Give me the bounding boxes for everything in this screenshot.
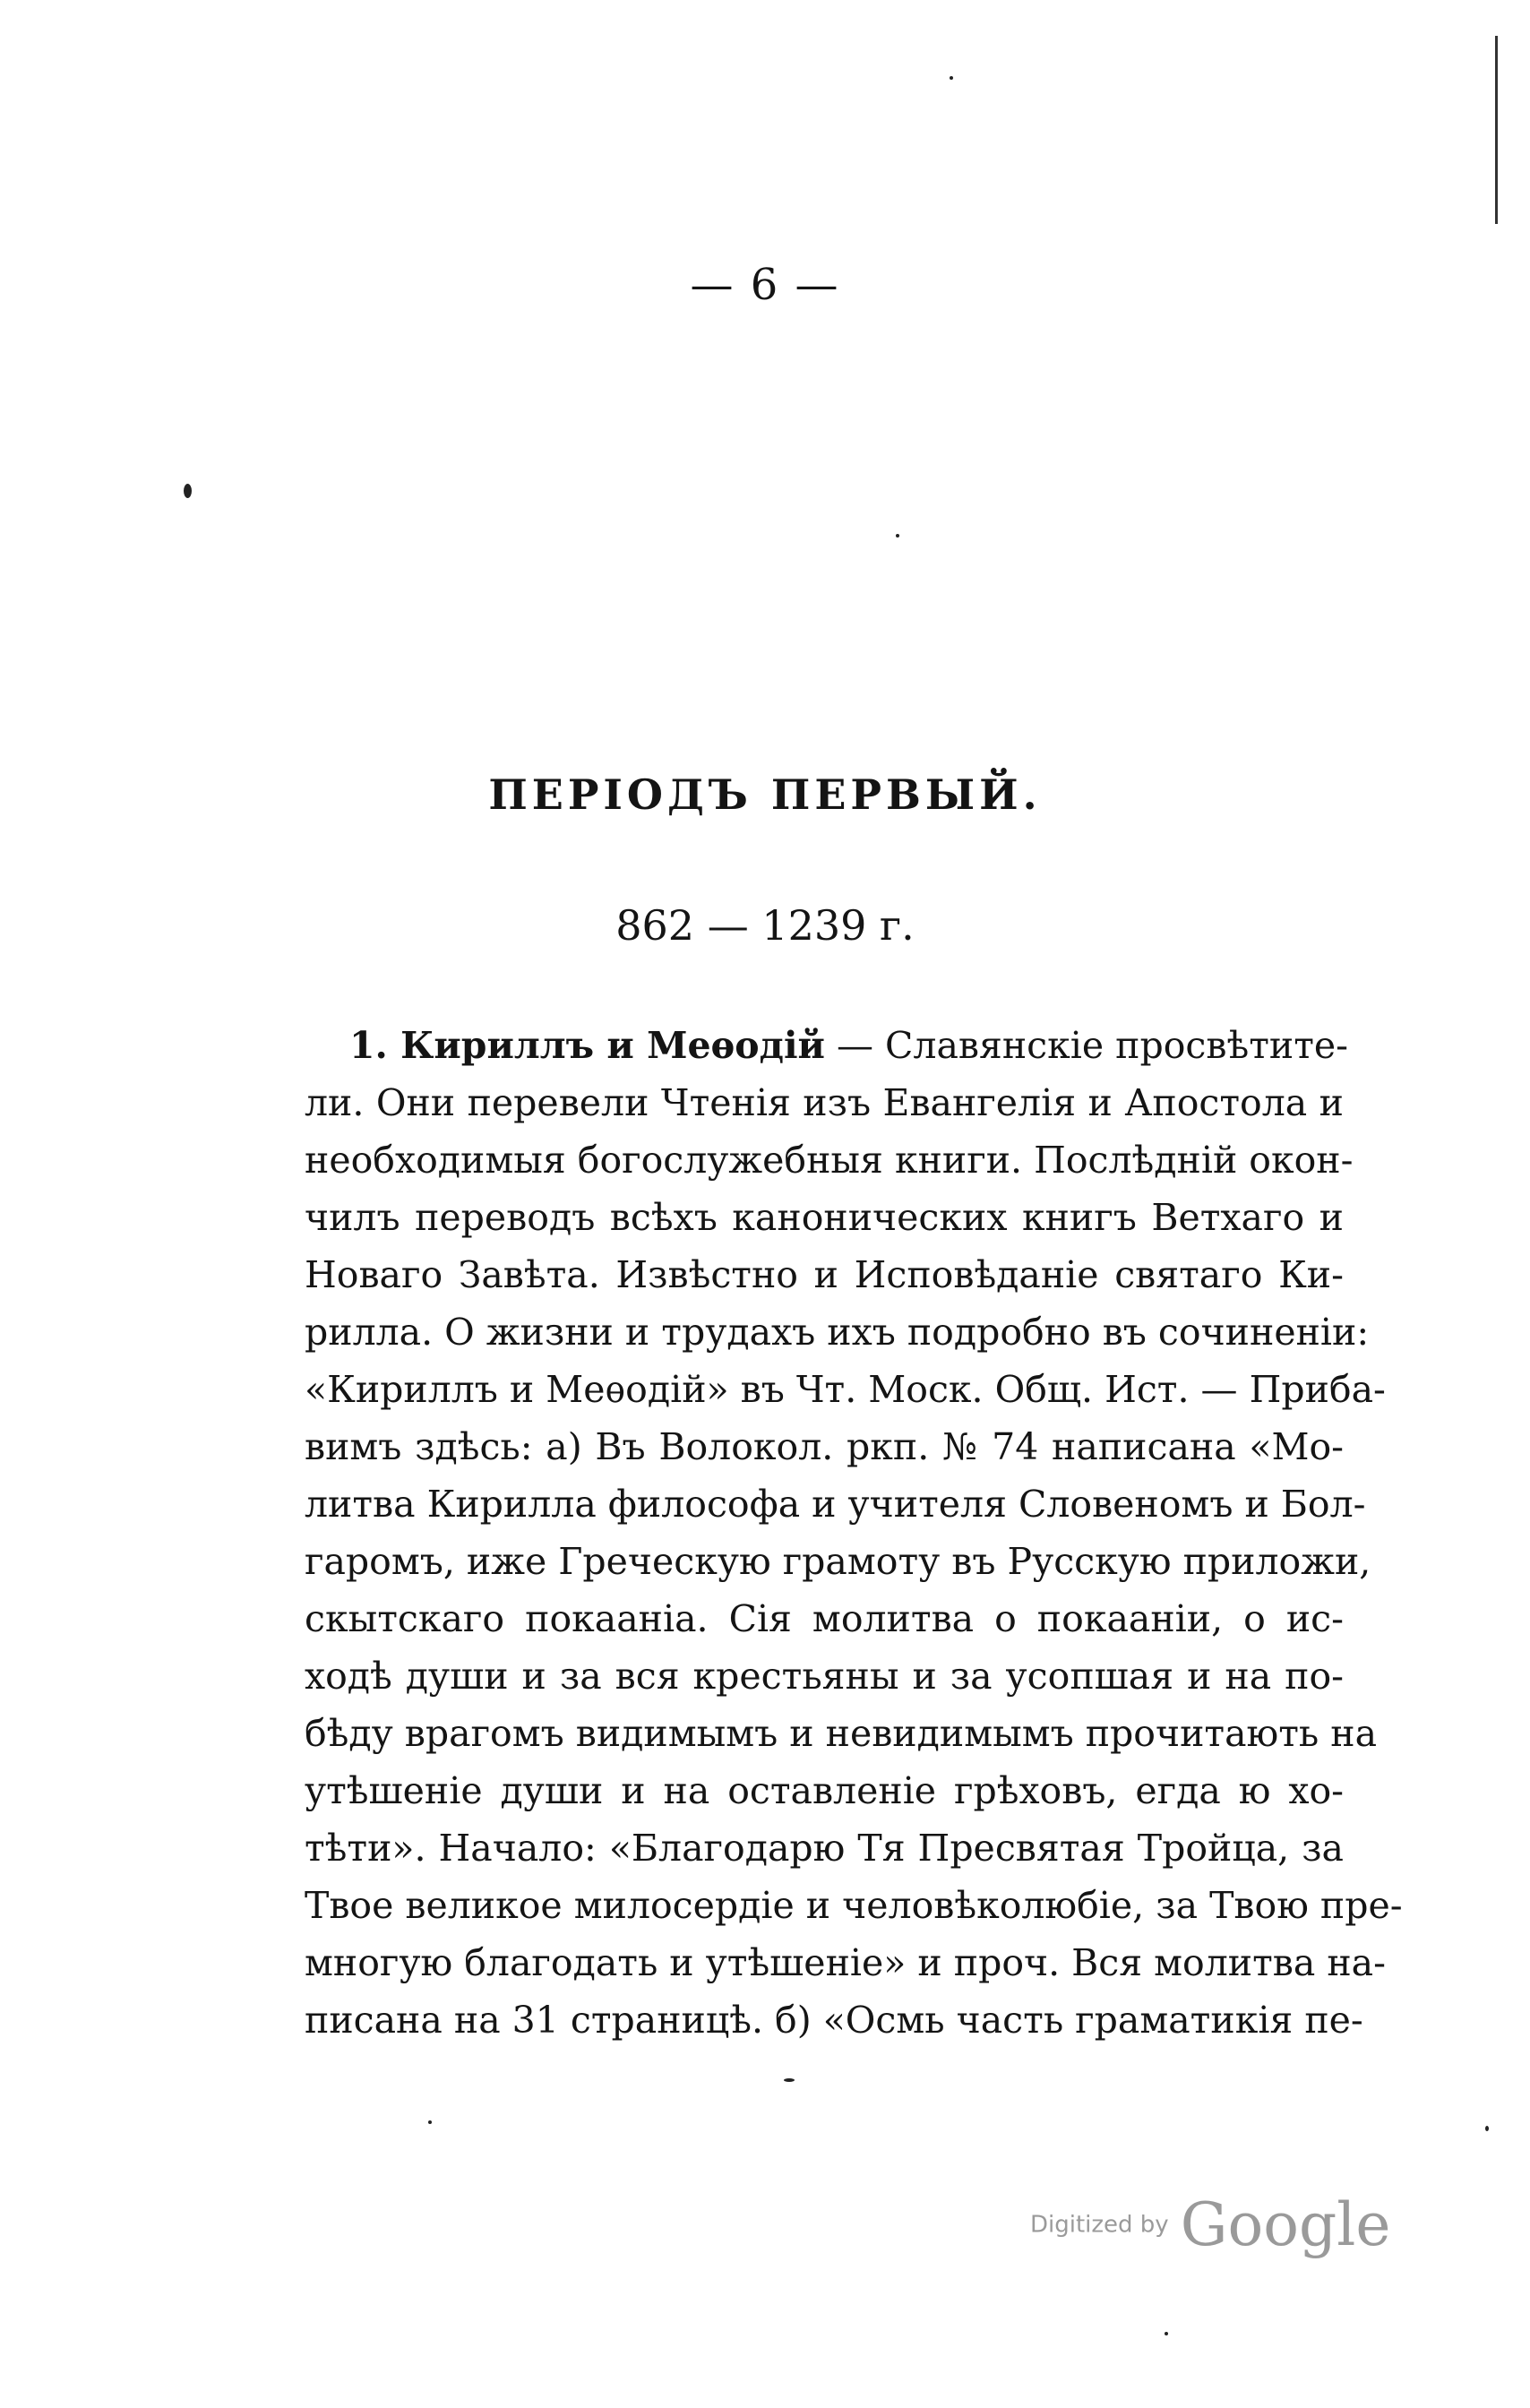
text-line: тѣти». Начало: «Благодарю Тя Пресвятая Тройца, за (305, 1827, 1344, 1870)
digitized-by-watermark (1030, 2190, 1390, 2259)
text-line: литва Кирилла философа и учителя Словеномъ и Бол- (305, 1483, 1366, 1526)
text-line: писана на 31 страницѣ. б) «Осмь часть граматикія пе- (305, 1999, 1363, 2042)
text-line: ли. Они перевели Чтенія изъ Евангелія и Апостола и (305, 1081, 1344, 1124)
text-line: скытскаго покааніа. Сія молитва о покааніи, о ис- (305, 1597, 1344, 1640)
text-line: многую благодать и утѣшеніе» и проч. Вся молитва на- (305, 1941, 1386, 1984)
period-years: 862 — 1239 г. (615, 901, 915, 950)
period-heading: ПЕРІОДЪ ПЕРВЫЙ. (488, 770, 1042, 819)
watermark-prefix: Digitized by (1030, 2211, 1169, 2239)
text-line: «Кириллъ и Меѳодій» въ Чт. Моск. Общ. Ист. — Приба- (305, 1368, 1386, 1411)
text-line: гаромъ, иже Греческую грамоту въ Русскую приложи, (305, 1540, 1371, 1583)
text-line: Твое великое милосердіе и человѣколюбіе, за Твою пре- (305, 1884, 1403, 1927)
item-lead: 1. Кириллъ и Меѳодій (349, 1024, 825, 1067)
ink-speck (950, 76, 953, 80)
text-segment: — Славянскіе просвѣтите- (824, 1024, 1348, 1067)
paragraph-body (305, 1017, 1403, 2049)
margin-rule-mark (1495, 36, 1498, 224)
text-line: ходѣ души и за вся крестьяны и за усопшая и на по- (305, 1655, 1344, 1698)
ink-speck (1165, 2332, 1168, 2335)
text-line: бѣду врагомъ видимымъ и невидимымъ прочитають на (305, 1712, 1378, 1755)
text-line: вимъ здѣсь: а) Въ Волокол. ркп. № 74 написана «Мо- (305, 1425, 1344, 1468)
text-line: утѣшеніе души и на оставленіе грѣховъ, егда ю хо- (305, 1769, 1344, 1812)
ink-speck (1485, 2126, 1489, 2131)
watermark-brand: Google (1180, 2190, 1391, 2259)
page-number: — 6 — (690, 260, 840, 310)
text-line: необходимыя богослужебныя книги. Послѣдній окон- (305, 1139, 1354, 1182)
ink-speck (428, 2120, 432, 2124)
ink-speck (896, 534, 899, 538)
text-line (305, 1017, 1348, 1074)
ink-speck (784, 2078, 795, 2082)
text-line: рилла. О жизни и трудахъ ихъ подробно въ сочиненіи: (305, 1311, 1370, 1354)
text-line: Новаго Завѣта. Извѣстно и Исповѣданіе святаго Ки- (305, 1253, 1344, 1296)
text-line: чилъ переводъ всѣхъ канонических книгъ Ветхаго и (305, 1196, 1344, 1239)
ink-speck (184, 484, 192, 498)
